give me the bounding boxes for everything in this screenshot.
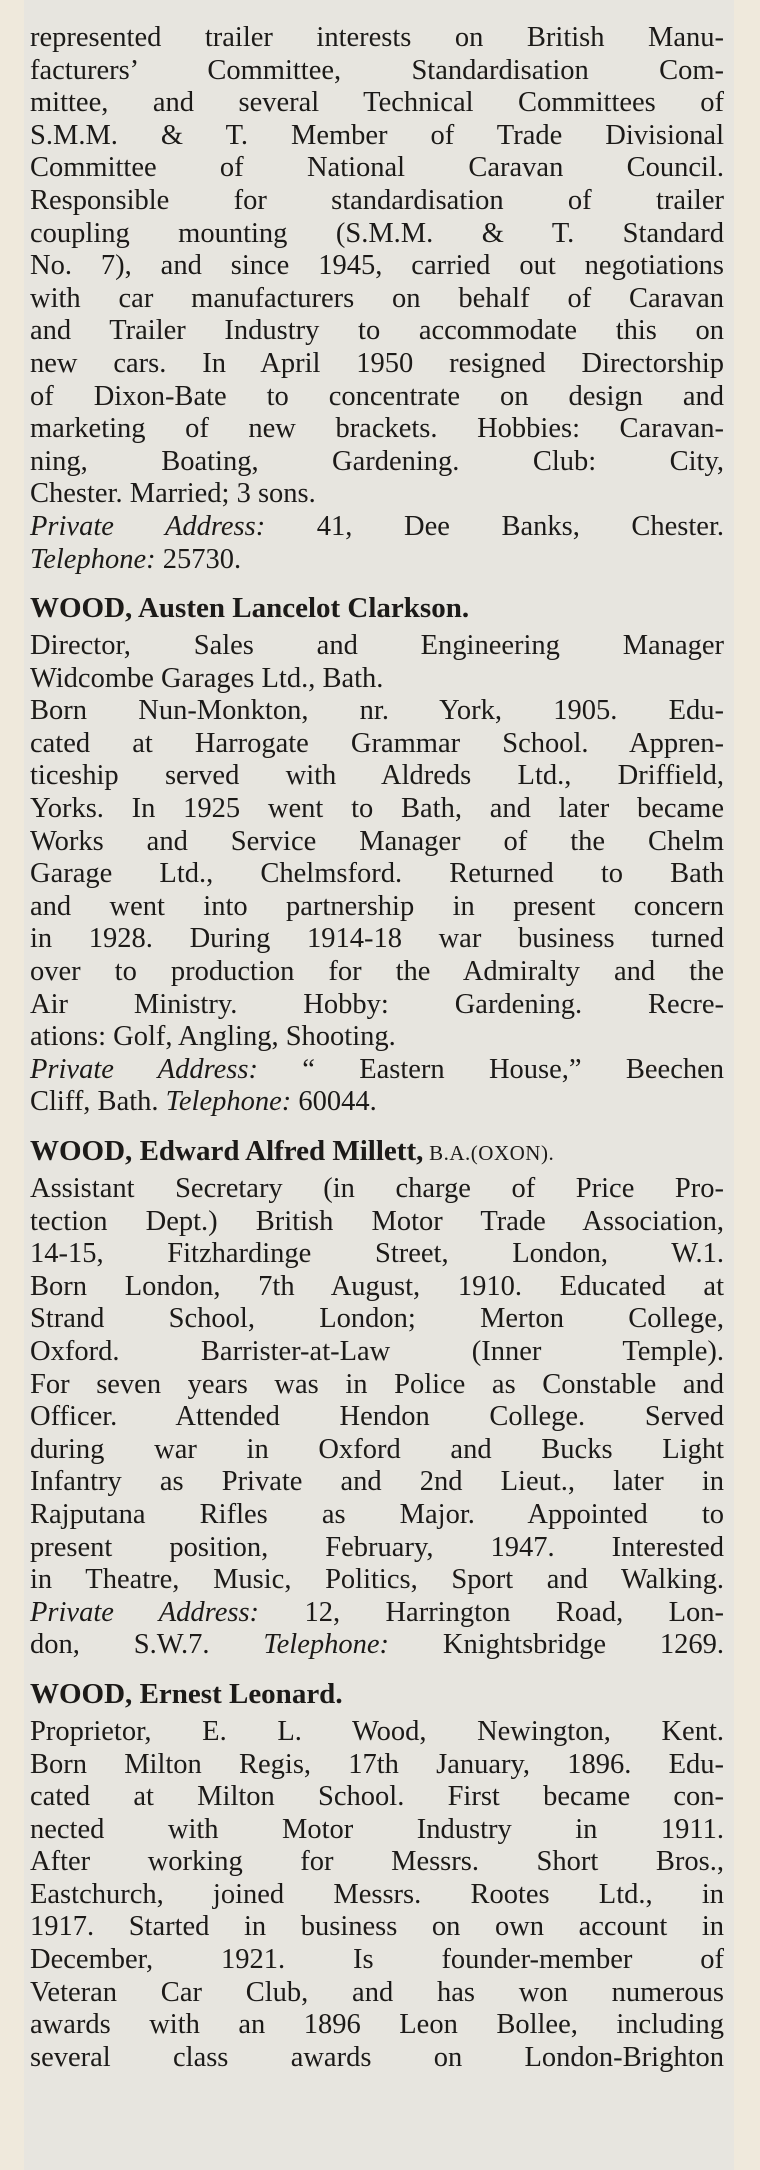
text-line: marketing of new brackets. Hobbies: Caravan-	[30, 413, 724, 445]
entry-degree: B.A.(OXON).	[423, 1141, 555, 1165]
address-telephone-line	[30, 1629, 724, 1662]
text-line: nected with Motor Industry in 1911.	[30, 1813, 724, 1845]
telephone-text: 60044.	[291, 1086, 377, 1118]
text-line: Veteran Car Club, and has won numerous	[30, 1976, 724, 2008]
text-line: ticeship served with Aldreds Ltd., Driffield,	[30, 760, 724, 792]
address-continuation: Cliff, Bath.	[30, 1086, 166, 1118]
text-line: mittee, and several Technical Committees of	[30, 87, 724, 119]
text-line: new cars. In April 1950 resigned Directorship	[30, 347, 724, 379]
address-label: Private Address:	[30, 510, 266, 542]
entry-edward-alfred-millett	[30, 1133, 724, 1662]
text-line: with car manufacturers on behalf of Caravan	[30, 282, 724, 314]
entry-ernest-leonard	[30, 1676, 724, 2075]
entry-surname: WOOD,	[30, 1677, 133, 1710]
text-line: coupling mounting (S.M.M. & T. Standard	[30, 217, 724, 249]
text-line: cated at Milton School. First became con-	[30, 1781, 724, 1813]
address-text: “ Eastern House,” Beechen	[257, 1053, 724, 1085]
text-line: in Theatre, Music, Politics, Sport and Walking.	[30, 1564, 724, 1596]
text-line: Strand School, London; Merton College,	[30, 1303, 724, 1335]
telephone-label: Telephone:	[165, 1086, 292, 1118]
text-line: Director, Sales and Engineering Manager	[30, 630, 724, 662]
text-line: present position, February, 1947. Interested	[30, 1531, 724, 1563]
document-page	[24, 0, 734, 2170]
text-line: Oxford. Barrister-at-Law (Inner Temple).	[30, 1335, 724, 1367]
address-text: 41, Dee Banks, Chester.	[265, 510, 724, 542]
entry-heading	[30, 590, 724, 628]
text-line: After working for Messrs. Short Bros.,	[30, 1846, 724, 1878]
text-line: Born London, 7th August, 1910. Educated at	[30, 1270, 724, 1302]
text-line: and went into partnership in present concern	[30, 890, 724, 922]
text-line: 1917. Started in business on own account in	[30, 1911, 724, 1943]
text-line: Chester. Married; 3 sons.	[30, 478, 316, 510]
text-line: ations: Golf, Angling, Shooting.	[30, 1021, 396, 1053]
telephone-label: Telephone:	[263, 1629, 390, 1661]
entry-given-names: Austen Lancelot Clarkson.	[132, 592, 470, 625]
text-line: Born Milton Regis, 17th January, 1896. Edu-	[30, 1748, 724, 1780]
address-label: Private Address:	[30, 1596, 260, 1628]
text-line: in 1928. During 1914-18 war business turned	[30, 923, 724, 955]
entry-surname: WOOD,	[30, 1135, 133, 1167]
text-line: Air Ministry. Hobby: Gardening. Recre-	[30, 988, 724, 1020]
text-line: Officer. Attended Hendon College. Served	[30, 1401, 724, 1433]
entry-heading	[30, 1676, 724, 1714]
text-line: and Trailer Industry to accommodate this on	[30, 315, 724, 347]
address-continuation: don, S.W.7.	[30, 1629, 264, 1661]
text-line: ning, Boating, Gardening. Club: City,	[30, 445, 724, 477]
text-line: cated at Harrogate Grammar School. Appren-	[30, 727, 724, 759]
text-line: For seven years was in Police as Constable and	[30, 1368, 724, 1400]
text-line: Eastchurch, joined Messrs. Rootes Ltd., in	[30, 1878, 724, 1910]
text-line: Widcombe Garages Ltd., Bath.	[30, 662, 384, 694]
entry-continuation	[30, 22, 724, 576]
address-text: 12, Harrington Road, Lon-	[259, 1596, 725, 1628]
entry-given-names: Edward Alfred Millett,	[132, 1135, 424, 1167]
text-line: facturers’ Committee, Standardisation Com-	[30, 54, 724, 86]
text-line: Committee of National Caravan Council.	[30, 152, 724, 184]
entry-given-names: Ernest Leonard.	[132, 1677, 343, 1710]
telephone-text: Knightsbridge 1269.	[389, 1629, 724, 1661]
text-column	[30, 22, 724, 2074]
text-line: Proprietor, E. L. Wood, Newington, Kent.	[30, 1715, 724, 1747]
private-address-line	[30, 1054, 724, 1087]
text-line: 14-15, Fitzhardinge Street, London, W.1.	[30, 1238, 724, 1270]
text-line: Born Nun-Monkton, nr. York, 1905. Edu-	[30, 695, 724, 727]
address-telephone-line	[30, 1086, 724, 1119]
text-line: Infantry as Private and 2nd Lieut., later in	[30, 1466, 724, 1498]
private-address-line	[30, 511, 724, 544]
telephone-text: 25730.	[155, 543, 242, 575]
telephone-label: Telephone:	[30, 543, 156, 575]
text-line: tection Dept.) British Motor Trade Association,	[30, 1205, 724, 1237]
text-line: represented trailer interests on British Manu-	[30, 22, 724, 53]
text-line: Yorks. In 1925 went to Bath, and later became	[30, 793, 724, 825]
text-line: during war in Oxford and Bucks Light	[30, 1433, 724, 1465]
text-line: Assistant Secretary (in charge of Price Pro-	[30, 1173, 724, 1204]
private-address-line	[30, 1597, 724, 1630]
address-label: Private Address:	[30, 1053, 258, 1085]
text-line: S.M.M. & T. Member of Trade Divisional	[30, 119, 724, 151]
entry-surname: WOOD,	[30, 592, 133, 625]
text-line: Rajputana Rifles as Major. Appointed to	[30, 1498, 724, 1530]
entry-austen-lancelot-clarkson	[30, 590, 724, 1119]
text-line: several class awards on London-Brighton	[30, 2041, 724, 2073]
text-line: Garage Ltd., Chelmsford. Returned to Bath	[30, 858, 724, 890]
text-line: awards with an 1896 Leon Bollee, including	[30, 2009, 724, 2041]
text-line: Responsible for standardisation of trailer	[30, 184, 724, 216]
text-line: over to production for the Admiralty and the	[30, 956, 724, 988]
text-line: of Dixon-Bate to concentrate on design and	[30, 380, 724, 412]
text-line: Works and Service Manager of the Chelm	[30, 825, 724, 857]
telephone-line	[30, 544, 724, 577]
text-line: December, 1921. Is founder-member of	[30, 1944, 724, 1976]
text-line: No. 7), and since 1945, carried out negotiations	[30, 250, 724, 282]
entry-heading	[30, 1133, 724, 1171]
